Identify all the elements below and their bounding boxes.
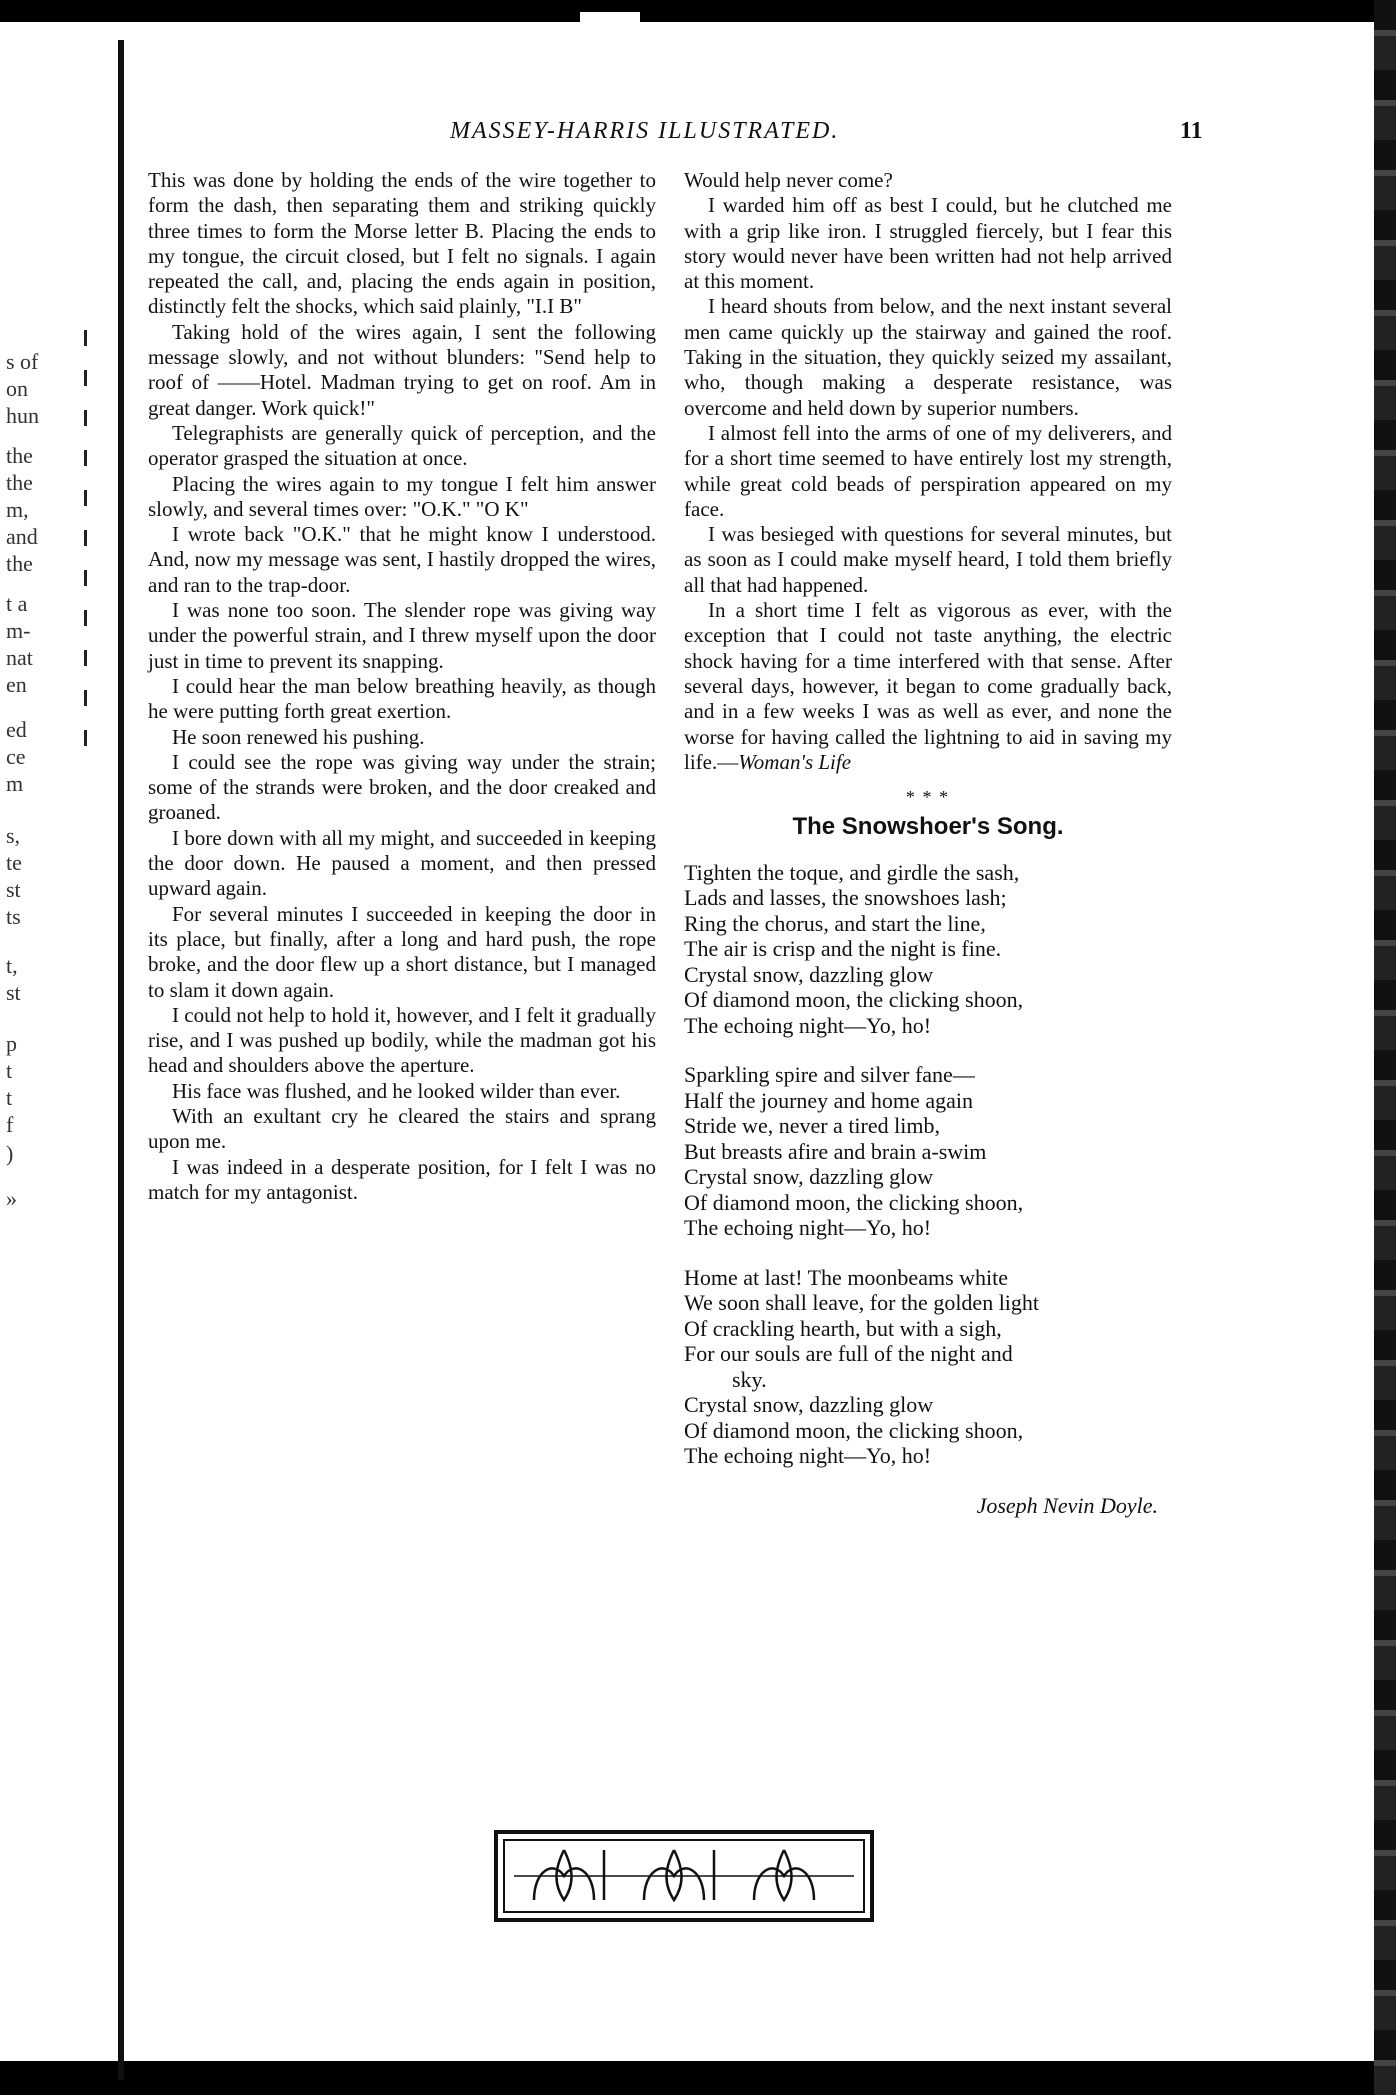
page-number: 11: [1180, 118, 1203, 144]
paragraph: I could see the rope was giving way under the strain; some of the strands were broken, and the door creaked and groaned.: [148, 749, 656, 825]
bleed-fragment: t a: [6, 591, 28, 616]
paragraph: Taking hold of the wires again, I sent the following message slowly, and not without blunders: "Send help to roof of ——Hotel. Madman trying to get on roof. Am in great danger. Work quick!": [148, 319, 656, 420]
paragraph: I was indeed in a desperate position, for I felt I was no match for my antagonist.: [148, 1154, 656, 1204]
poem-line: The echoing night—Yo, ho!: [684, 1443, 932, 1469]
gutter-marks: [84, 330, 87, 750]
poem-stanza: [684, 1265, 1172, 1469]
bleed-fragment: t: [6, 1085, 13, 1110]
bleed-fragment: st: [6, 877, 21, 902]
bleed-fragment: m: [6, 771, 24, 796]
bleed-fragment: en: [6, 672, 27, 697]
bleed-fragment: on: [6, 376, 28, 401]
poem-line: Of crackling hearth, but with a sigh,: [684, 1315, 1002, 1341]
poem-line: Of diamond moon, the clicking shoon,: [684, 1417, 1024, 1443]
poem-line: The echoing night—Yo, ho!: [684, 1012, 932, 1038]
fleur-de-lis-ornament: [494, 1830, 874, 1922]
poem-line: The air is crisp and the night is fine.: [684, 936, 1002, 962]
paragraph-text: I heard shouts from below, and the next instant several men came quickly up the stairway and gained the roof. Taking in the situation, they quickly seized my assailant, who, though making a desperate resistance, was overcome and held down by superior numbers.: [684, 294, 1172, 420]
paragraph-text: I was besieged with questions for several minutes, but as soon as I could make myself heard, I told them briefly all that had happened.: [684, 522, 1172, 597]
poem-line: Ring the chorus, and start the line,: [684, 910, 986, 936]
running-head: MASSEY-HARRIS ILLUSTRATED.: [450, 118, 840, 144]
right-column: [684, 168, 1172, 1518]
poem-line: Of diamond moon, the clicking shoon,: [684, 987, 1024, 1013]
bleed-fragment: f: [6, 1112, 14, 1137]
paragraph: Telegraphists are generally quick of perception, and the operator grasped the situation at once.: [148, 420, 656, 471]
bleed-fragment: p: [6, 1031, 17, 1056]
poem-author: Joseph Nevin Doyle.: [976, 1492, 1158, 1518]
poem-line: Crystal snow, dazzling glow: [684, 1392, 934, 1418]
scan-notch: [580, 12, 640, 22]
bleed-fragment: m,: [6, 497, 29, 522]
paragraph: [684, 522, 1172, 598]
paragraph: With an exultant cry he cleared the stairs and sprang upon me.: [148, 1103, 656, 1154]
poem-line: For our souls are full of the night and: [684, 1341, 1013, 1367]
paragraph: His face was flushed, and he looked wilder than ever.: [172, 1078, 621, 1103]
paragraph: I was none too soon. The slender rope was giving way under the powerful strain, and I threw myself upon the door just in time to prevent its snapping.: [148, 598, 656, 673]
bleed-fragment: s,: [6, 823, 21, 848]
right-column-text: [684, 168, 1172, 775]
poem-line: Lads and lasses, the snowshoes lash;: [684, 885, 1007, 911]
bleed-fragment: the: [6, 551, 33, 576]
bleed-fragment: the: [6, 470, 33, 495]
paragraph-text: I almost fell into the arms of one of my deliverers, and for a short time seemed to have entirely lost my strength, while great cold beads of perspiration appeared on my face.: [684, 420, 1172, 521]
paragraph: I wrote back "O.K." that he might know I understood. And, now my message was sent, I hastily dropped the wires, and ran to the trap-door.: [148, 522, 656, 597]
bleed-fragment: ed: [6, 717, 27, 742]
poem-line: But breasts afire and brain a-swim: [684, 1138, 987, 1164]
paragraph: I could not help to hold it, however, and I felt it gradually rise, and I was pushed up bodily, while the madman got his head and shoulders above the aperture.: [148, 1002, 656, 1078]
paragraph: [684, 421, 1172, 522]
poem-line: Crystal snow, dazzling glow: [684, 1164, 934, 1190]
bleed-fragment: s of: [6, 349, 39, 374]
poem-line: Home at last! The moonbeams white: [684, 1264, 1009, 1290]
paragraph: I bore down with all my might, and succeeded in keeping the door down. He paused a moment, and then pressed upward again.: [148, 825, 656, 901]
poem-line: Half the journey and home again: [684, 1087, 973, 1113]
paragraph-text: Would help never come?: [684, 168, 893, 192]
scan-top-border: [0, 0, 1396, 22]
poem-body: [684, 860, 1172, 1469]
paragraph: [684, 294, 1172, 420]
page-binding-edge: [118, 40, 124, 2080]
bleed-fragment: the: [6, 443, 33, 468]
paragraph: [684, 168, 1172, 193]
bleed-fragment: »: [6, 1186, 17, 1211]
paragraph: This was done by holding the ends of the wire together to form the dash, then separating them and striking quickly three times to form the Morse letter B. Placing the ends to my tongue, the circuit closed, but I felt no signals. I again repeated the call, and, placing the ends again in position, distinctly felt the shocks, which said plainly, "I.I B": [148, 168, 656, 319]
poem-line: sky.: [732, 1366, 767, 1392]
left-column: [148, 168, 656, 1205]
poem-line: The echoing night—Yo, ho!: [684, 1215, 932, 1241]
poem-line: Stride we, never a tired limb,: [684, 1113, 940, 1139]
poem-line: Tighten the toque, and girdle the sash,: [684, 859, 1020, 885]
paragraph: [684, 598, 1172, 775]
bleed-fragment: ): [6, 1141, 14, 1166]
bleed-fragment: t,: [6, 953, 18, 978]
bleed-fragment: t: [6, 1058, 13, 1083]
bleed-fragment: nat: [6, 645, 33, 670]
section-asterism: * * *: [905, 787, 951, 808]
poem-line: Crystal snow, dazzling glow: [684, 961, 934, 987]
paragraph: For several minutes I succeeded in keeping the door in its place, but finally, after a long and hard push, the rope broke, and the door flew up a short distance, but I managed to slam it down again.: [148, 901, 656, 1002]
bleed-fragment: ce: [6, 744, 26, 769]
paragraph-text: In a short time I felt as vigorous as ever, with the exception that I could not taste anything, the electric shock having for a time interfered with that sense. After several days, however, it began to come gradually back, and in a few weeks I was as well as ever, and none the worse for having called the lightning to aid in saving my life.—: [684, 598, 1172, 774]
poem-stanza: [684, 860, 1172, 1039]
poem-title: The Snowshoer's Song.: [792, 813, 1064, 841]
poem-line: Of diamond moon, the clicking shoon,: [684, 1189, 1024, 1215]
bleed-fragment: hun: [6, 403, 39, 428]
paragraph: He soon renewed his pushing.: [172, 724, 425, 749]
source-attribution: Woman's Life: [738, 749, 852, 774]
bleed-fragment: m-: [6, 618, 31, 643]
bleed-fragment: st: [6, 980, 21, 1005]
bleed-fragment: and: [6, 524, 38, 549]
paragraph-text: I warded him off as best I could, but he clutched me with a grip like iron. I struggled fiercely, but I fear this story would never have been written had not help arrived at this moment.: [684, 193, 1172, 294]
paragraph: I could hear the man below breathing heavily, as though he were putting forth great exertion.: [148, 673, 656, 724]
bleed-fragment: ts: [6, 904, 21, 929]
paragraph: Placing the wires again to my tongue I felt him answer slowly, and several times over: "O.K." "O K": [148, 471, 656, 521]
poem-stanza: [684, 1062, 1172, 1241]
bleed-fragment: te: [6, 850, 22, 875]
poem-line: We soon shall leave, for the golden light: [684, 1290, 1040, 1316]
scan-right-edge: [1374, 0, 1396, 2095]
poem-line: Sparkling spire and silver fane—: [684, 1062, 975, 1088]
scan-bottom-border: [0, 2061, 1396, 2095]
paragraph: [684, 193, 1172, 294]
